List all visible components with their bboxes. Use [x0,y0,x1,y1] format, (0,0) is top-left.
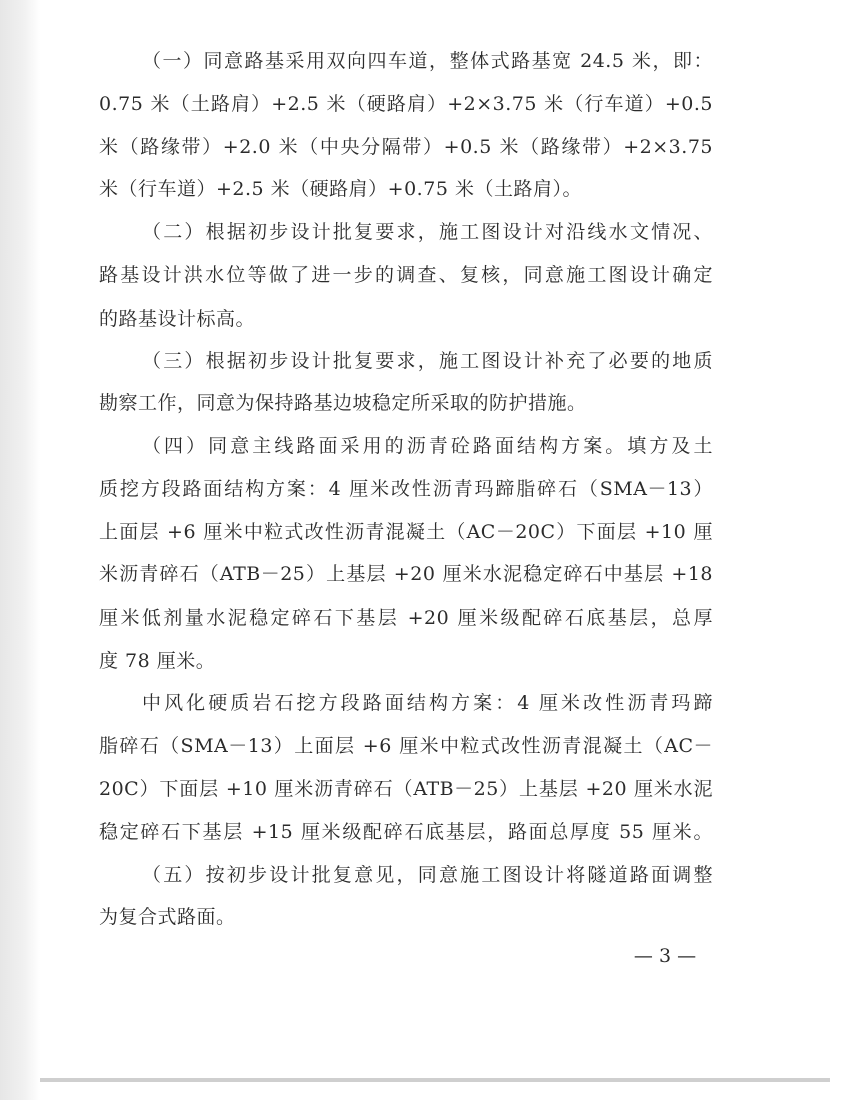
text-line: 中风化硬质岩石挖方段路面结构方案：4 厘米改性沥青玛蹄 [142,692,713,714]
text-line: （五）按初步设计批复意见，同意施工图设计将隧道路面调整 [142,864,713,886]
text-line: 20C）下面层 +10 厘米沥青碎石（ATB－25）上基层 +20 厘米水泥 [99,778,713,800]
text-line: 稳定碎石下基层 +15 厘米级配碎石底基层，路面总厚度 55 厘米。 [99,821,713,843]
text-line: 为复合式路面。 [99,906,236,928]
text-line: （二）根据初步设计批复要求，施工图设计对沿线水文情况、 [142,221,713,243]
scan-edge-bottom [40,1078,830,1082]
text-line: 0.75 米（土路肩）+2.5 米（硬路肩）+2×3.75 米（行车道）+0.5 [99,93,713,115]
text-line: 的路基设计标高。 [99,308,256,330]
page-number: — 3 — [633,945,697,967]
text-line: 质挖方段路面结构方案：4 厘米改性沥青玛蹄脂碎石（SMA－13） [99,478,713,500]
text-line: 脂碎石（SMA－13）上面层 +6 厘米中粒式改性沥青混凝土（AC－ [99,735,713,757]
scan-edge-left [0,0,40,1100]
text-line: 度 78 厘米。 [99,650,216,672]
text-line: 厘米低剂量水泥稳定碎石下基层 +20 厘米级配碎石底基层，总厚 [99,607,713,629]
text-line: （一）同意路基采用双向四车道，整体式路基宽 24.5 米，即： [142,50,713,72]
text-line: （四）同意主线路面采用的沥青砼路面结构方案。填方及土 [142,435,713,457]
text-line: 米沥青碎石（ATB－25）上基层 +20 厘米水泥稳定碎石中基层 +18 [99,563,713,585]
text-line: （三）根据初步设计批复要求，施工图设计补充了必要的地质 [142,350,713,372]
text-line: 米（行车道）+2.5 米（硬路肩）+0.75 米（土路肩）。 [99,178,582,200]
text-line: 勘察工作，同意为保持路基边坡稳定所采取的防护措施。 [99,392,587,414]
text-line: 路基设计洪水位等做了进一步的调查、复核，同意施工图设计确定 [99,264,713,286]
text-line: 米（路缘带）+2.0 米（中央分隔带）+0.5 米（路缘带）+2×3.75 [99,136,713,158]
text-line: 上面层 +6 厘米中粒式改性沥青混凝土（AC－20C）下面层 +10 厘 [99,521,713,543]
